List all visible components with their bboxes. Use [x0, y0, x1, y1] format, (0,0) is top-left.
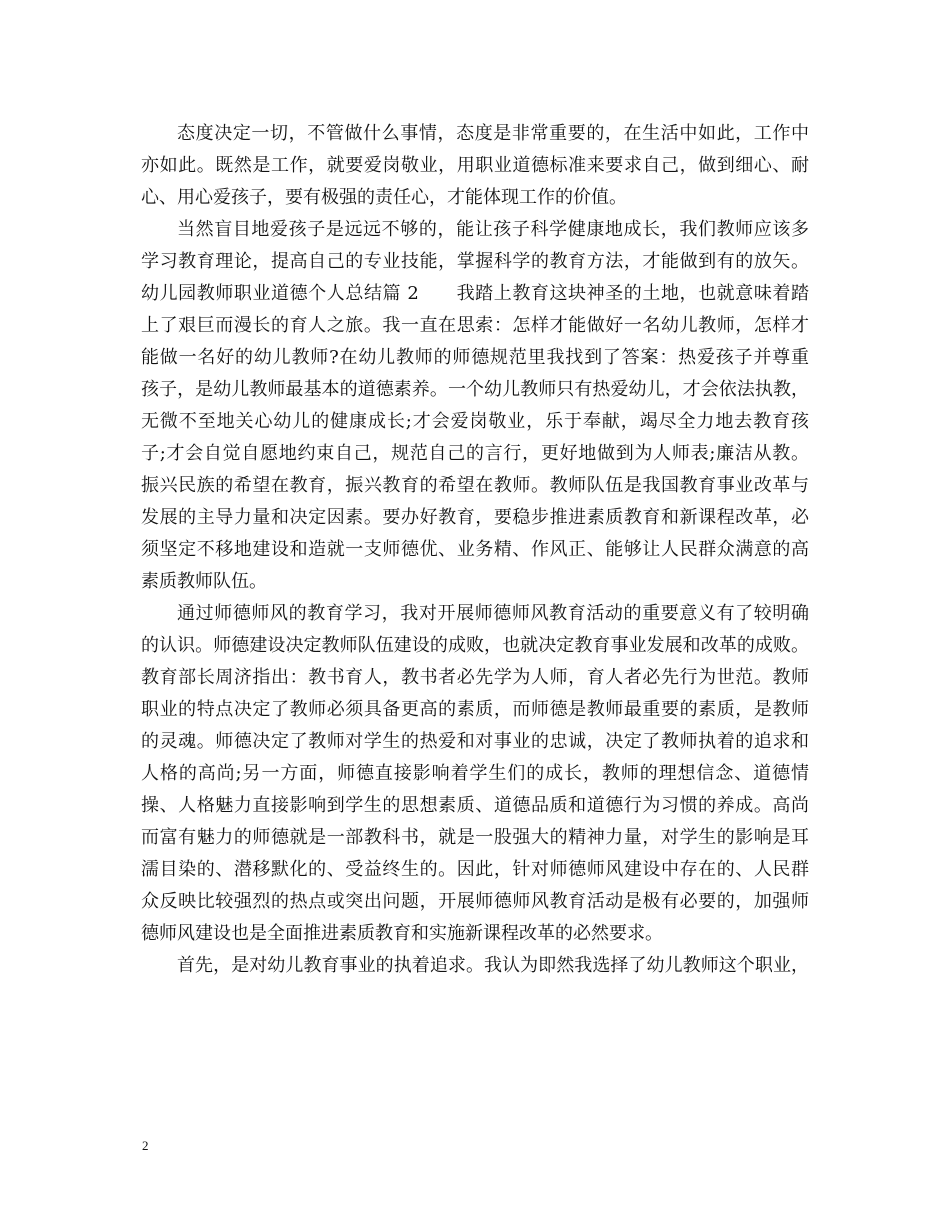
text-line: 上了艰巨而漫长的育人之旅。我一直在思索：怎样才能做好一名幼儿教师，怎样才	[141, 315, 809, 336]
text-line: 职业的特点决定了教师必须具备更高的素质，而师德是教师最重要的素质，是教师	[141, 699, 809, 720]
text-line: 首先，是对幼儿教育事业的执着追求。我认为即然我选择了幼儿教师这个职业，	[177, 955, 809, 976]
text-line: 心、用心爱孩子，要有极强的责任心，才能体现工作的价值。	[141, 187, 627, 208]
body-text	[141, 118, 809, 982]
text-line: 学习教育理论，提高自己的专业技能，掌握科学的教育方法，才能做到有的放矢。	[141, 251, 809, 272]
text-line: 无微不至地关心幼儿的健康成长;才会爱岗敬业，乐于奉献，竭尽全力地去教育孩	[141, 411, 809, 432]
text-line: 发展的主导力量和决定因素。要办好教育，要稳步推进素质教育和新课程改革，必	[141, 507, 809, 528]
text-line: 态度决定一切，不管做什么事情，态度是非常重要的，在生活中如此，工作中	[177, 123, 809, 144]
text-line: 教育部长周济指出：教书育人，教书者必先学为人师，育人者必先行为世范。教师	[141, 667, 809, 688]
text-line: 濡目染的、潜移默化的、受益终生的。因此，针对师德师风建设中存在的、人民群	[141, 859, 809, 880]
text-line: 孩子，是幼儿教师最基本的道德素养。一个幼儿教师只有热爱幼儿，才会依法执教，	[141, 379, 809, 400]
text-line: 当然盲目地爱孩子是远远不够的，能让孩子科学健康地成长，我们教师应该多	[177, 219, 809, 240]
page-number: 2	[142, 1138, 149, 1153]
text-line: 而富有魅力的师德就是一部教科书，就是一股强大的精神力量，对学生的影响是耳	[141, 827, 809, 848]
text-line: 素质教师队伍。	[141, 571, 267, 592]
text-line: 人格的高尚;另一方面，师德直接影响着学生们的成长，教师的理想信念、道德情	[141, 763, 809, 784]
text-line: 众反映比较强烈的热点或突出问题，开展师德师风教育活动是极有必要的，加强师	[141, 891, 809, 912]
text-line: 幼儿园教师职业道德个人总结篇 2 我踏上教育这块神圣的土地，也就意味着踏	[141, 283, 809, 304]
text-line: 的灵魂。师德决定了教师对学生的热爱和对事业的忠诚，决定了教师执着的追求和	[141, 731, 809, 752]
text-line: 能做一名好的幼儿教师?在幼儿教师的师德规范里我找到了答案：热爱孩子并尊重	[141, 347, 809, 368]
text-line: 亦如此。既然是工作，就要爱岗敬业，用职业道德标准来要求自己，做到细心、耐	[141, 155, 809, 176]
text-line: 子;才会自觉自愿地约束自己，规范自己的言行，更好地做到为人师表;廉洁从教。	[141, 443, 809, 464]
text-line: 须坚定不移地建设和造就一支师德优、业务精、作风正、能够让人民群众满意的高	[141, 539, 809, 560]
text-line: 振兴民族的希望在教育，振兴教育的希望在教师。教师队伍是我国教育事业改革与	[141, 475, 809, 496]
text-line: 的认识。师德建设决定教师队伍建设的成败，也就决定教育事业发展和改革的成败。	[141, 635, 809, 656]
text-line: 操、人格魅力直接影响到学生的思想素质、道德品质和道德行为习惯的养成。高尚	[141, 795, 809, 816]
text-line: 通过师德师风的教育学习，我对开展师德师风教育活动的重要意义有了较明确	[177, 603, 809, 624]
text-line: 德师风建设也是全面推进素质教育和实施新课程改革的必然要求。	[141, 923, 663, 944]
